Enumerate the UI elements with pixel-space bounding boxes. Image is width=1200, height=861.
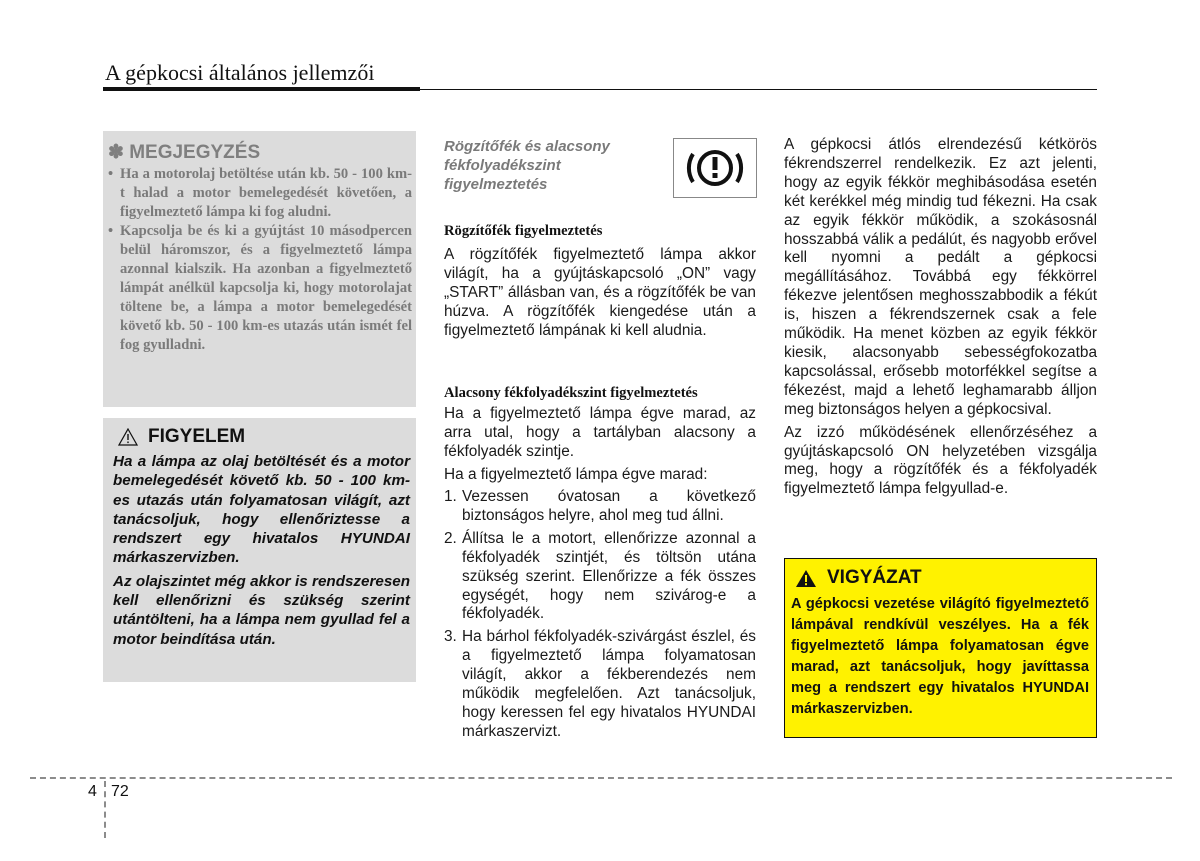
brake-steps-list [444,488,756,746]
low-fluid-paragraph: Ha a figyelmeztető lámpa égve marad: [444,465,708,483]
header-rule-thick [103,87,420,91]
note-item: • Kapcsolja be és ki a gyújtást 10 másodpercen belül háromszor, és a figyelmeztető lámpa azonnal kialszik. Ha azonban a figyelmeztető lámpát anélkül kapcsolja ki, hogy motorolajat töltene be, a lámpa a motor bemelegedését követő kb. 50 - 100 km-es utazás után ismét fel fog gyulladni. [103,222,416,355]
note-symbol: ✽ [108,142,124,163]
parking-brake-heading: Rögzítőfék figyelmeztetés [444,223,603,239]
caution-triangle-icon [118,428,138,446]
footer-divider [30,777,1172,779]
page-number: 72 [111,783,129,800]
note-title [108,141,260,164]
brake-warning-icon [673,138,757,198]
caution-paragraph: Az olajszintet még akkor is rendszeresen kell ellenőrizni és szükség szerint utántölteni, ha a lámpa nem gyullad fel a motor beindítása után. [113,572,410,648]
header-rule-thin [420,89,1097,90]
page-title: A gépkocsi általános jellemzői [105,60,375,85]
step-text: Ha bárhol fékfolyadék-szivárgást észlel, és a figyelmeztető lámpa folyamatosan világít, akkor a fékberendezés nem működik megfelelően. Azt tanácsoljuk, hogy keressen fel egy hivatalos HYUNDAI márkaszervizt. [462,628,756,740]
brake-section-subtitle: Rögzítőfék és alacsony fékfolyadékszint figyelmeztetés [444,138,610,193]
low-fluid-text [444,405,756,489]
chapter-number: 4 [88,783,97,800]
list-item [444,530,756,625]
step-number: 1. [444,488,457,505]
step-number: 3. [444,628,457,646]
list-item [444,488,756,526]
dual-circuit-text [784,136,1097,503]
note-item: • Ha a motorolaj betöltése után kb. 50 - 100 km-t halad a motor bemelegedését követően, a figyelmeztető lámpa ki fog aludni. [103,165,416,222]
parking-brake-text [444,246,756,345]
step-number: 2. [444,529,457,547]
step-text: Vezessen óvatosan a következő biztonságos helyre, ahol meg tud állni. [462,488,756,524]
dual-circuit-paragraph: A gépkocsi átlós elrendezésű kétkörös fékrendszerrel rendelkezik. Ez azt jelenti, hogy az egyik fékkör meghibásodása esetén két kerékkel még mindig tud fékezni. Ha csak az egyik fékkör működik, a szokásosnál hosszabbá válik a pedálút, és nagyobb erővel kell nyomni a pedált a gépkocsi megállításához. Továbbá egy fékkörrel fékezve jelentősen meghosszabbodik a fékút is, hiszen a fékrendszernek csak a fele működik. Ha menet közben az egyik fékkör kiesik, alacsonyabb sebességfokozatba kapcsolással, erősebb motorfékkel segítse a fékezést, majd a lehető leghamarabb álljon meg biztonságos helyen a gépkocsival. [784,136,1097,418]
warning-title [795,567,922,589]
caution-paragraph: Ha a lámpa az olaj betöltését és a motor bemelegedését követő kb. 50 - 100 km-es utazás után folyamatosan világít, azt tanácsoljuk, hogy ellenőriztesse a rendszert egy hivatalos HYUNDAI márkaszervizben. [113,453,410,567]
note-title-text: MEGJEGYZÉS [129,142,261,163]
note-list [103,165,416,355]
list-item [444,628,756,741]
bulb-check-paragraph: Az izzó működésének ellenőrzéséhez a gyújtáskapcsoló ON helyzetében vizsgálja meg, hogy a rögzítőfék és a fékfolyadék figyelmeztető lámpa felgyullad-e. [784,423,1097,498]
step-text: Állítsa le a motort, ellenőrizze azonnal a fékfolyadék szintjét, és töltsön utána szükség szerint. Ellenőrizze a fék összes egységét, hogy nem szivárog-e a fékfolyadék. [462,529,756,623]
parking-brake-paragraph: A rögzítőfék figyelmeztető lámpa akkor világít, ha a gyújtáskapcsoló „ON” vagy „START” állásban van, és a rögzítőfék be van húzva. A rögzítőfék kiengedése után a figyelmeztető lámpának ki kell aludnia. [444,246,756,339]
warning-title-text: VIGYÁZAT [827,567,922,588]
low-fluid-paragraph: Ha a figyelmeztető lámpa égve marad, az arra utal, hogy a tartályban alacsony a fékfolyadék szintje. [444,405,756,460]
warning-text: A gépkocsi vezetése világító figyelmeztető lámpával rendkívül veszélyes. Ha a fék figyelmeztető lámpa folyamatosan égve marad, azt tanácsoljuk, hogy javíttassa meg a rendszert egy hivatalos HYUNDAI márkaszervizben. [791,596,1089,717]
caution-title [118,426,245,448]
caution-title-text: FIGYELEM [148,426,246,447]
warning-triangle-icon [795,569,817,588]
low-fluid-heading: Alacsony fékfolyadékszint figyelmeztetés [444,385,698,401]
caution-text [113,452,410,653]
footer-vertical-divider [104,781,106,838]
